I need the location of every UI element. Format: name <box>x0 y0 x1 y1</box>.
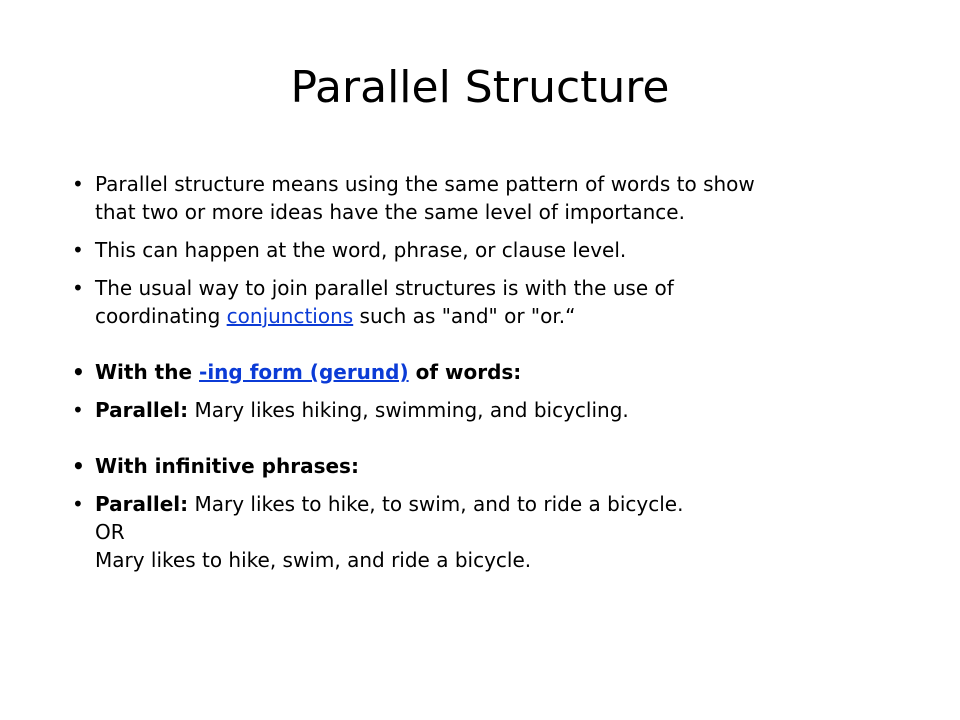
bullet-icon: • <box>72 360 85 384</box>
or-text: OR <box>95 520 125 544</box>
bullet-line: Parallel structure means using the same pattern of words to show <box>95 172 755 196</box>
bullet-suffix: of words: <box>408 360 522 384</box>
bullet-line <box>95 302 892 330</box>
bullet-icon: • <box>72 398 84 422</box>
parallel-label: Parallel: <box>95 398 189 422</box>
bullet-line-prefix: coordinating <box>95 304 227 328</box>
bullet-definition <box>72 170 892 226</box>
bullet-icon: • <box>72 454 85 478</box>
bullet-icon: • <box>72 276 84 300</box>
gerund-link[interactable]: -ing form (gerund) <box>199 360 409 384</box>
bullet-line-suffix: such as "and" or "or.“ <box>353 304 576 328</box>
bullet-icon: • <box>72 492 84 516</box>
example-text: Mary likes hiking, swimming, and bicycling. <box>188 398 629 422</box>
bullet-line <box>95 490 892 518</box>
spacer <box>72 340 892 358</box>
bullet-gerund-heading <box>72 358 892 386</box>
bullet-infinitive-heading <box>72 452 892 480</box>
bullet-conjunctions <box>72 274 892 330</box>
conjunctions-link[interactable]: conjunctions <box>226 304 354 328</box>
slide-title: Parallel Structure <box>290 62 670 113</box>
bullet-text: With infinitive phrases: <box>95 454 359 478</box>
example-alt-text: Mary likes to hike, swim, and ride a bicycle. <box>95 548 532 572</box>
bullet-icon: • <box>72 172 84 196</box>
bullet-list <box>72 170 892 584</box>
bullet-text: This can happen at the word, phrase, or clause level. <box>95 238 627 262</box>
bullet-gerund-example <box>72 396 892 424</box>
bullet-icon: • <box>72 238 84 262</box>
bullet-text <box>95 490 892 574</box>
example-text: Mary likes to hike, to swim, and to ride a bicycle. <box>188 492 684 516</box>
bullet-levels <box>72 236 892 264</box>
bullet-line: that two or more ideas have the same level of importance. <box>95 200 685 224</box>
parallel-label: Parallel: <box>95 492 189 516</box>
spacer <box>72 434 892 452</box>
bullet-text <box>95 170 892 226</box>
bullet-text <box>95 274 892 330</box>
bullet-prefix: With the <box>95 360 200 384</box>
bullet-line: The usual way to join parallel structures is with the use of <box>95 276 674 300</box>
bullet-infinitive-example <box>72 490 892 574</box>
